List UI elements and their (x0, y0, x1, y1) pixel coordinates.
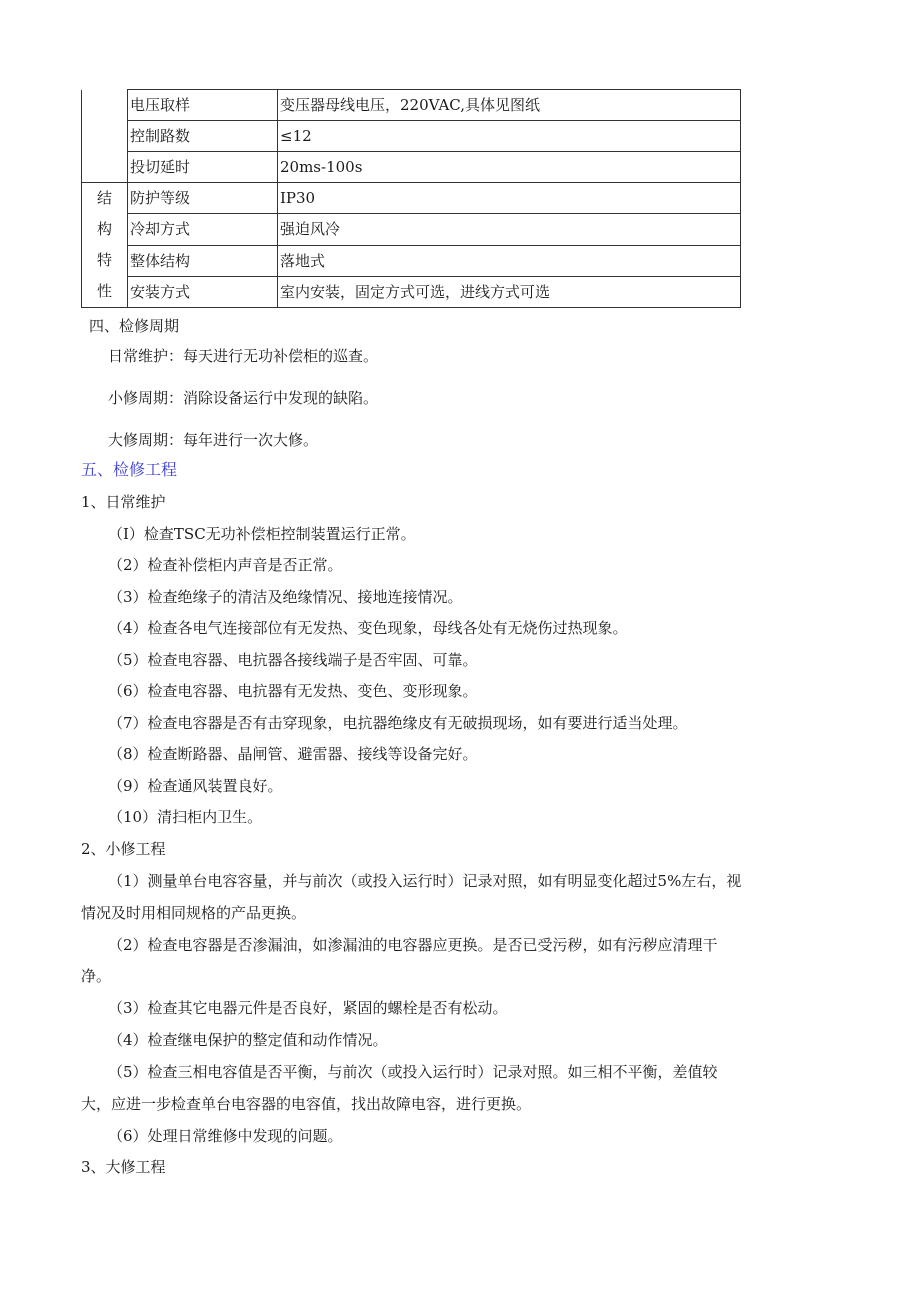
list-item: （3）检查其它电器元件是否良好，紧固的螺栓是否有松动。 (108, 999, 508, 1017)
table-row (82, 121, 741, 152)
table-row (82, 183, 741, 214)
table-cell-value: IP30 (278, 183, 741, 214)
table-cell-value: 20ms-100s (278, 152, 741, 183)
subsection-title: 2、小修工程 (81, 840, 166, 858)
list-item: （6）检查电容器、电抗器有无发热、变色、变形现象。 (108, 682, 478, 700)
paragraph: 小修周期：消除设备运行中发现的缺陷。 (108, 389, 379, 407)
table-cell-label: 电压取样 (128, 90, 278, 121)
table-row (82, 245, 741, 276)
subsection-title: 1、日常维护 (81, 493, 166, 511)
list-item: （4）检查各电气连接部位有无发热、变色现象，母线各处有无烧伤过热现象。 (108, 619, 628, 637)
table-cell-label: 投切延时 (128, 152, 278, 183)
paragraph: 日常维护：每天进行无功补偿柜的巡查。 (108, 347, 379, 365)
group-label-char: 构 (96, 220, 112, 238)
list-item: （9）检查通风装置良好。 (108, 777, 283, 795)
list-item-continuation: 情况及时用相同规格的产品更换。 (81, 904, 307, 922)
table-cell-value: 室内安装，固定方式可选，进线方式可选 (278, 276, 741, 307)
table-cell-label: 冷却方式 (128, 214, 278, 245)
list-item: （6）处理日常维修中发现的问题。 (108, 1127, 343, 1145)
group-label-char: 结 (96, 189, 112, 207)
group-label-cell (82, 183, 128, 308)
list-item: （5）检查电容器、电抗器各接线端子是否牢固、可靠。 (108, 651, 478, 669)
list-item: （4）检查继电保护的整定值和动作情况。 (108, 1031, 388, 1049)
table-cell-value: 变压器母线电压，220VAC,具体见图纸 (278, 90, 741, 121)
list-item: （5）检查三相电容值是否平衡，与前次（或投入运行时）记录对照。如三相不平衡，差值较 (108, 1063, 718, 1081)
table-cell-label: 安装方式 (128, 276, 278, 307)
list-item-continuation: 净。 (81, 967, 112, 985)
table-cell-label: 控制路数 (128, 121, 278, 152)
table-row (82, 90, 741, 121)
list-item: （3）检查绝缘子的清洁及绝缘情况、接地连接情况。 (108, 588, 463, 606)
list-item: （I）检查TSC无功补偿柜控制装置运行正常。 (108, 525, 416, 543)
paragraph: 大修周期：每年进行一次大修。 (108, 431, 319, 449)
list-item: （10）清扫柜内卫生。 (108, 808, 263, 826)
table-cell-label: 整体结构 (128, 245, 278, 276)
list-item: （2）检查补偿柜内声音是否正常。 (108, 556, 343, 574)
list-item-continuation: 大，应进一步检查单台电容器的电容值，找出故障电容，进行更换。 (81, 1095, 532, 1113)
table-cell-value: 强迫风冷 (278, 214, 741, 245)
subsection-title: 3、大修工程 (81, 1158, 166, 1176)
list-item: （8）检查断路器、晶闸管、避雷器、接线等设备完好。 (108, 745, 478, 763)
list-item: （7）检查电容器是否有击穿现象，电抗器绝缘皮有无破损现场，如有要进行适当处理。 (108, 714, 688, 732)
table-cell-value: ≤12 (278, 121, 741, 152)
group-label-char: 特 (96, 251, 112, 269)
blank-group-cell (82, 90, 128, 183)
table-row (82, 276, 741, 307)
spec-table (81, 89, 741, 308)
table-cell-value: 落地式 (278, 245, 741, 276)
section-5-title: 五、检修工程 (81, 460, 178, 479)
list-item: （1）测量单台电容容量，并与前次（或投入运行时）记录对照，如有明显变化超过5%左右，视 (108, 872, 742, 890)
group-label-char: 性 (96, 282, 112, 300)
table-cell-label: 防护等级 (128, 183, 278, 214)
table-row (82, 152, 741, 183)
section-4-title: 四、检修周期 (89, 317, 180, 335)
list-item: （2）检查电容器是否渗漏油，如渗漏油的电容器应更换。是否已受污秽，如有污秽应清理干 (108, 936, 718, 954)
table-row (82, 214, 741, 245)
